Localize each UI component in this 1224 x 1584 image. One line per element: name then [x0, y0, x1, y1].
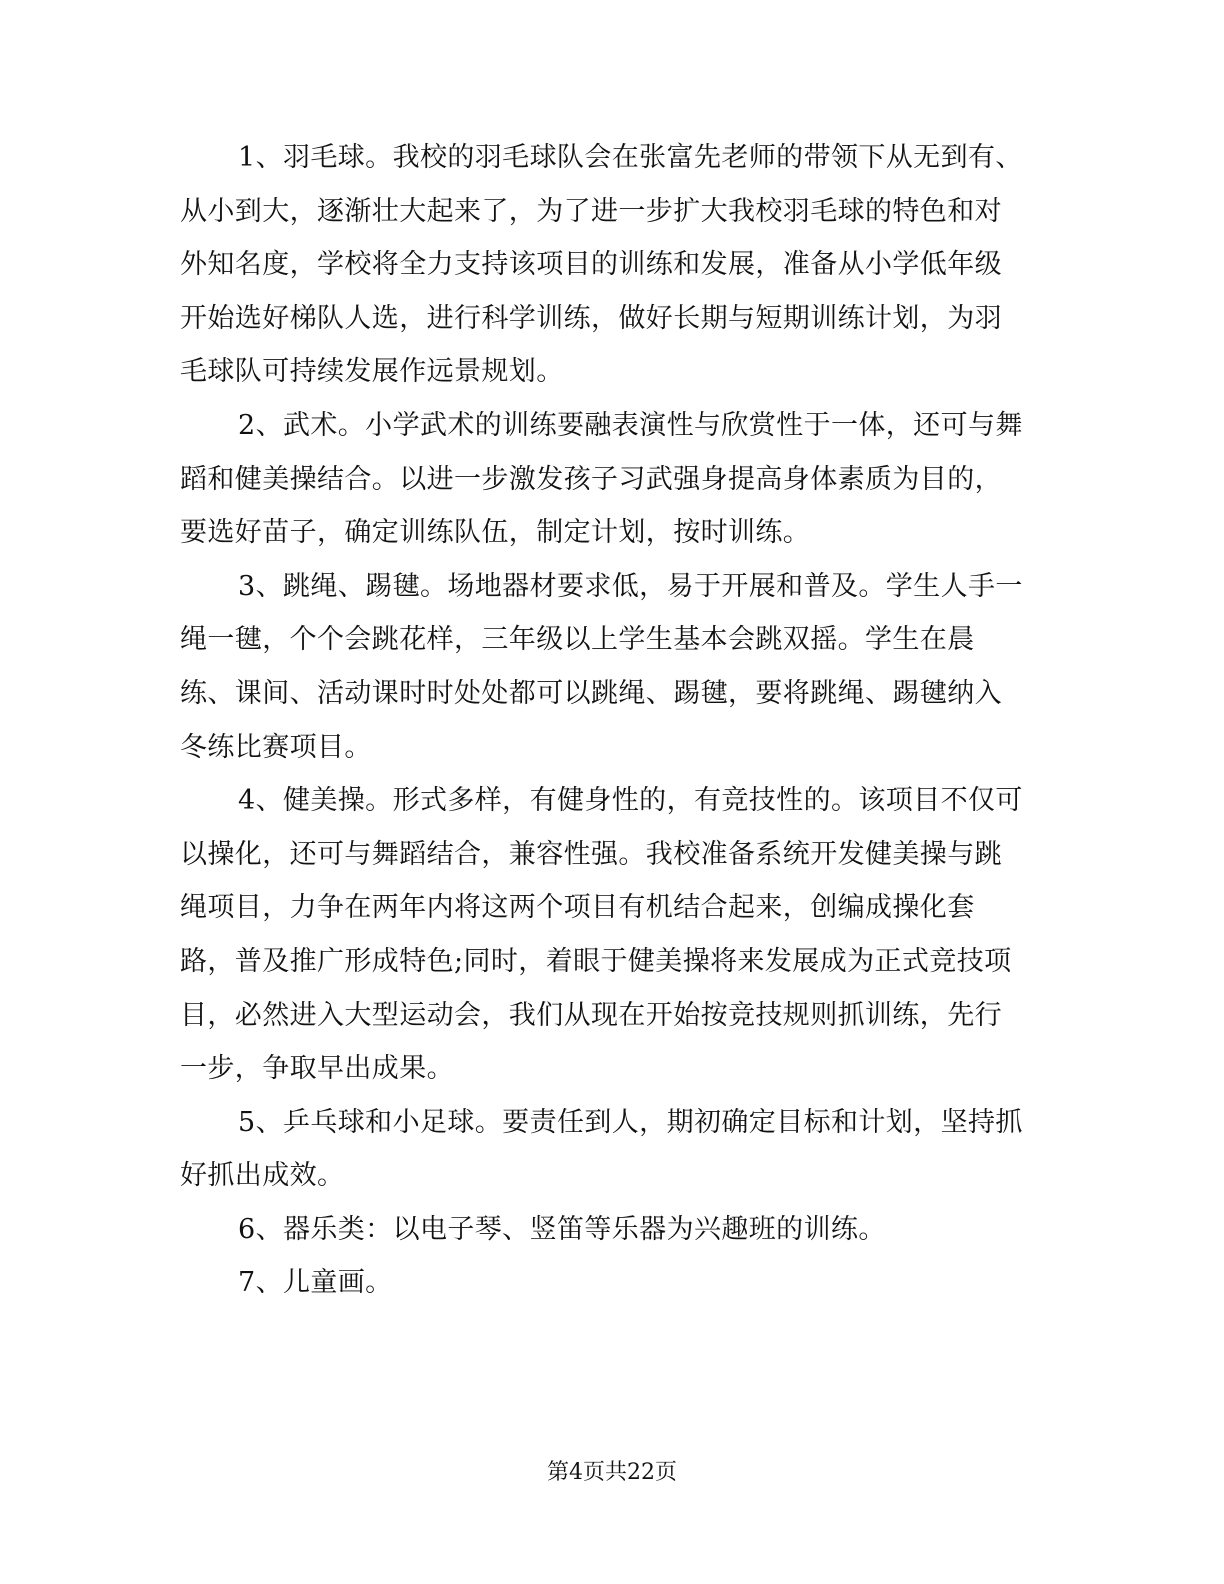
paragraph-jump-rope-shuttlecock	[180, 560, 1030, 774]
text-line: 开始选好梯队人选，进行科学训练，做好长期与短期训练计划，为羽	[180, 302, 1002, 334]
text-line: 外知名度，学校将全力支持该项目的训练和发展，准备从小学低年级	[180, 249, 1002, 281]
paragraph-instruments	[180, 1203, 1030, 1257]
text-line: 蹈和健美操结合。以进一步激发孩子习武强身提高身体素质为目的，	[180, 463, 1002, 495]
text-line: 一步，争取早出成果。	[180, 1053, 454, 1085]
paragraph-table-tennis-football	[180, 1096, 1030, 1203]
text-line: 练、课间、活动课时时处处都可以跳绳、踢毽，要将跳绳、踢毽纳入	[180, 677, 1002, 709]
paragraph-badminton	[180, 131, 1030, 399]
text-line: 毛球队可持续发展作远景规划。	[180, 356, 564, 388]
text-line: 以操化，还可与舞蹈结合，兼容性强。我校准备系统开发健美操与跳	[180, 838, 1002, 870]
page-number-footer: 第4页共22页	[547, 1460, 677, 1485]
text-line: 绳项目，力争在两年内将这两个项目有机结合起来，创编成操化套	[180, 892, 975, 924]
text-line: 要选好苗子，确定训练队伍，制定计划，按时训练。	[180, 517, 811, 549]
text-line: 5、乒乓球和小足球。要责任到人，期初确定目标和计划，坚持抓	[238, 1106, 1023, 1138]
text-line: 7、儿童画。	[238, 1267, 393, 1299]
text-line: 1、羽毛球。我校的羽毛球队会在张富先老师的带领下从无到有、	[238, 142, 1023, 173]
text-line: 冬练比赛项目。	[180, 731, 372, 763]
paragraph-aerobics	[180, 774, 1030, 1096]
text-line: 目，必然进入大型运动会，我们从现在开始按竞技规则抓训练，先行	[180, 999, 1002, 1031]
text-line: 从小到大，逐渐壮大起来了，为了进一步扩大我校羽毛球的特色和对	[180, 195, 1002, 227]
text-line: 2、武术。小学武术的训练要融表演性与欣赏性于一体，还可与舞	[238, 409, 1023, 441]
text-line: 3、跳绳、踢毽。场地器材要求低，易于开展和普及。学生人手一	[238, 570, 1023, 602]
text-line: 路，普及推广形成特色;同时，着眼于健美操将来发展成为正式竞技项	[180, 945, 1012, 977]
text-line: 6、器乐类：以电子琴、竖笛等乐器为兴趣班的训练。	[238, 1213, 886, 1245]
paragraph-childrens-painting	[180, 1256, 1030, 1310]
text-line: 4、健美操。形式多样，有健身性的，有竞技性的。该项目不仅可	[238, 785, 1023, 817]
document-body	[180, 131, 1030, 1310]
text-line: 好抓出成效。	[180, 1160, 345, 1192]
paragraph-martial-arts	[180, 399, 1030, 560]
text-line: 绳一毽，个个会跳花样，三年级以上学生基本会跳双摇。学生在晨	[180, 624, 975, 656]
